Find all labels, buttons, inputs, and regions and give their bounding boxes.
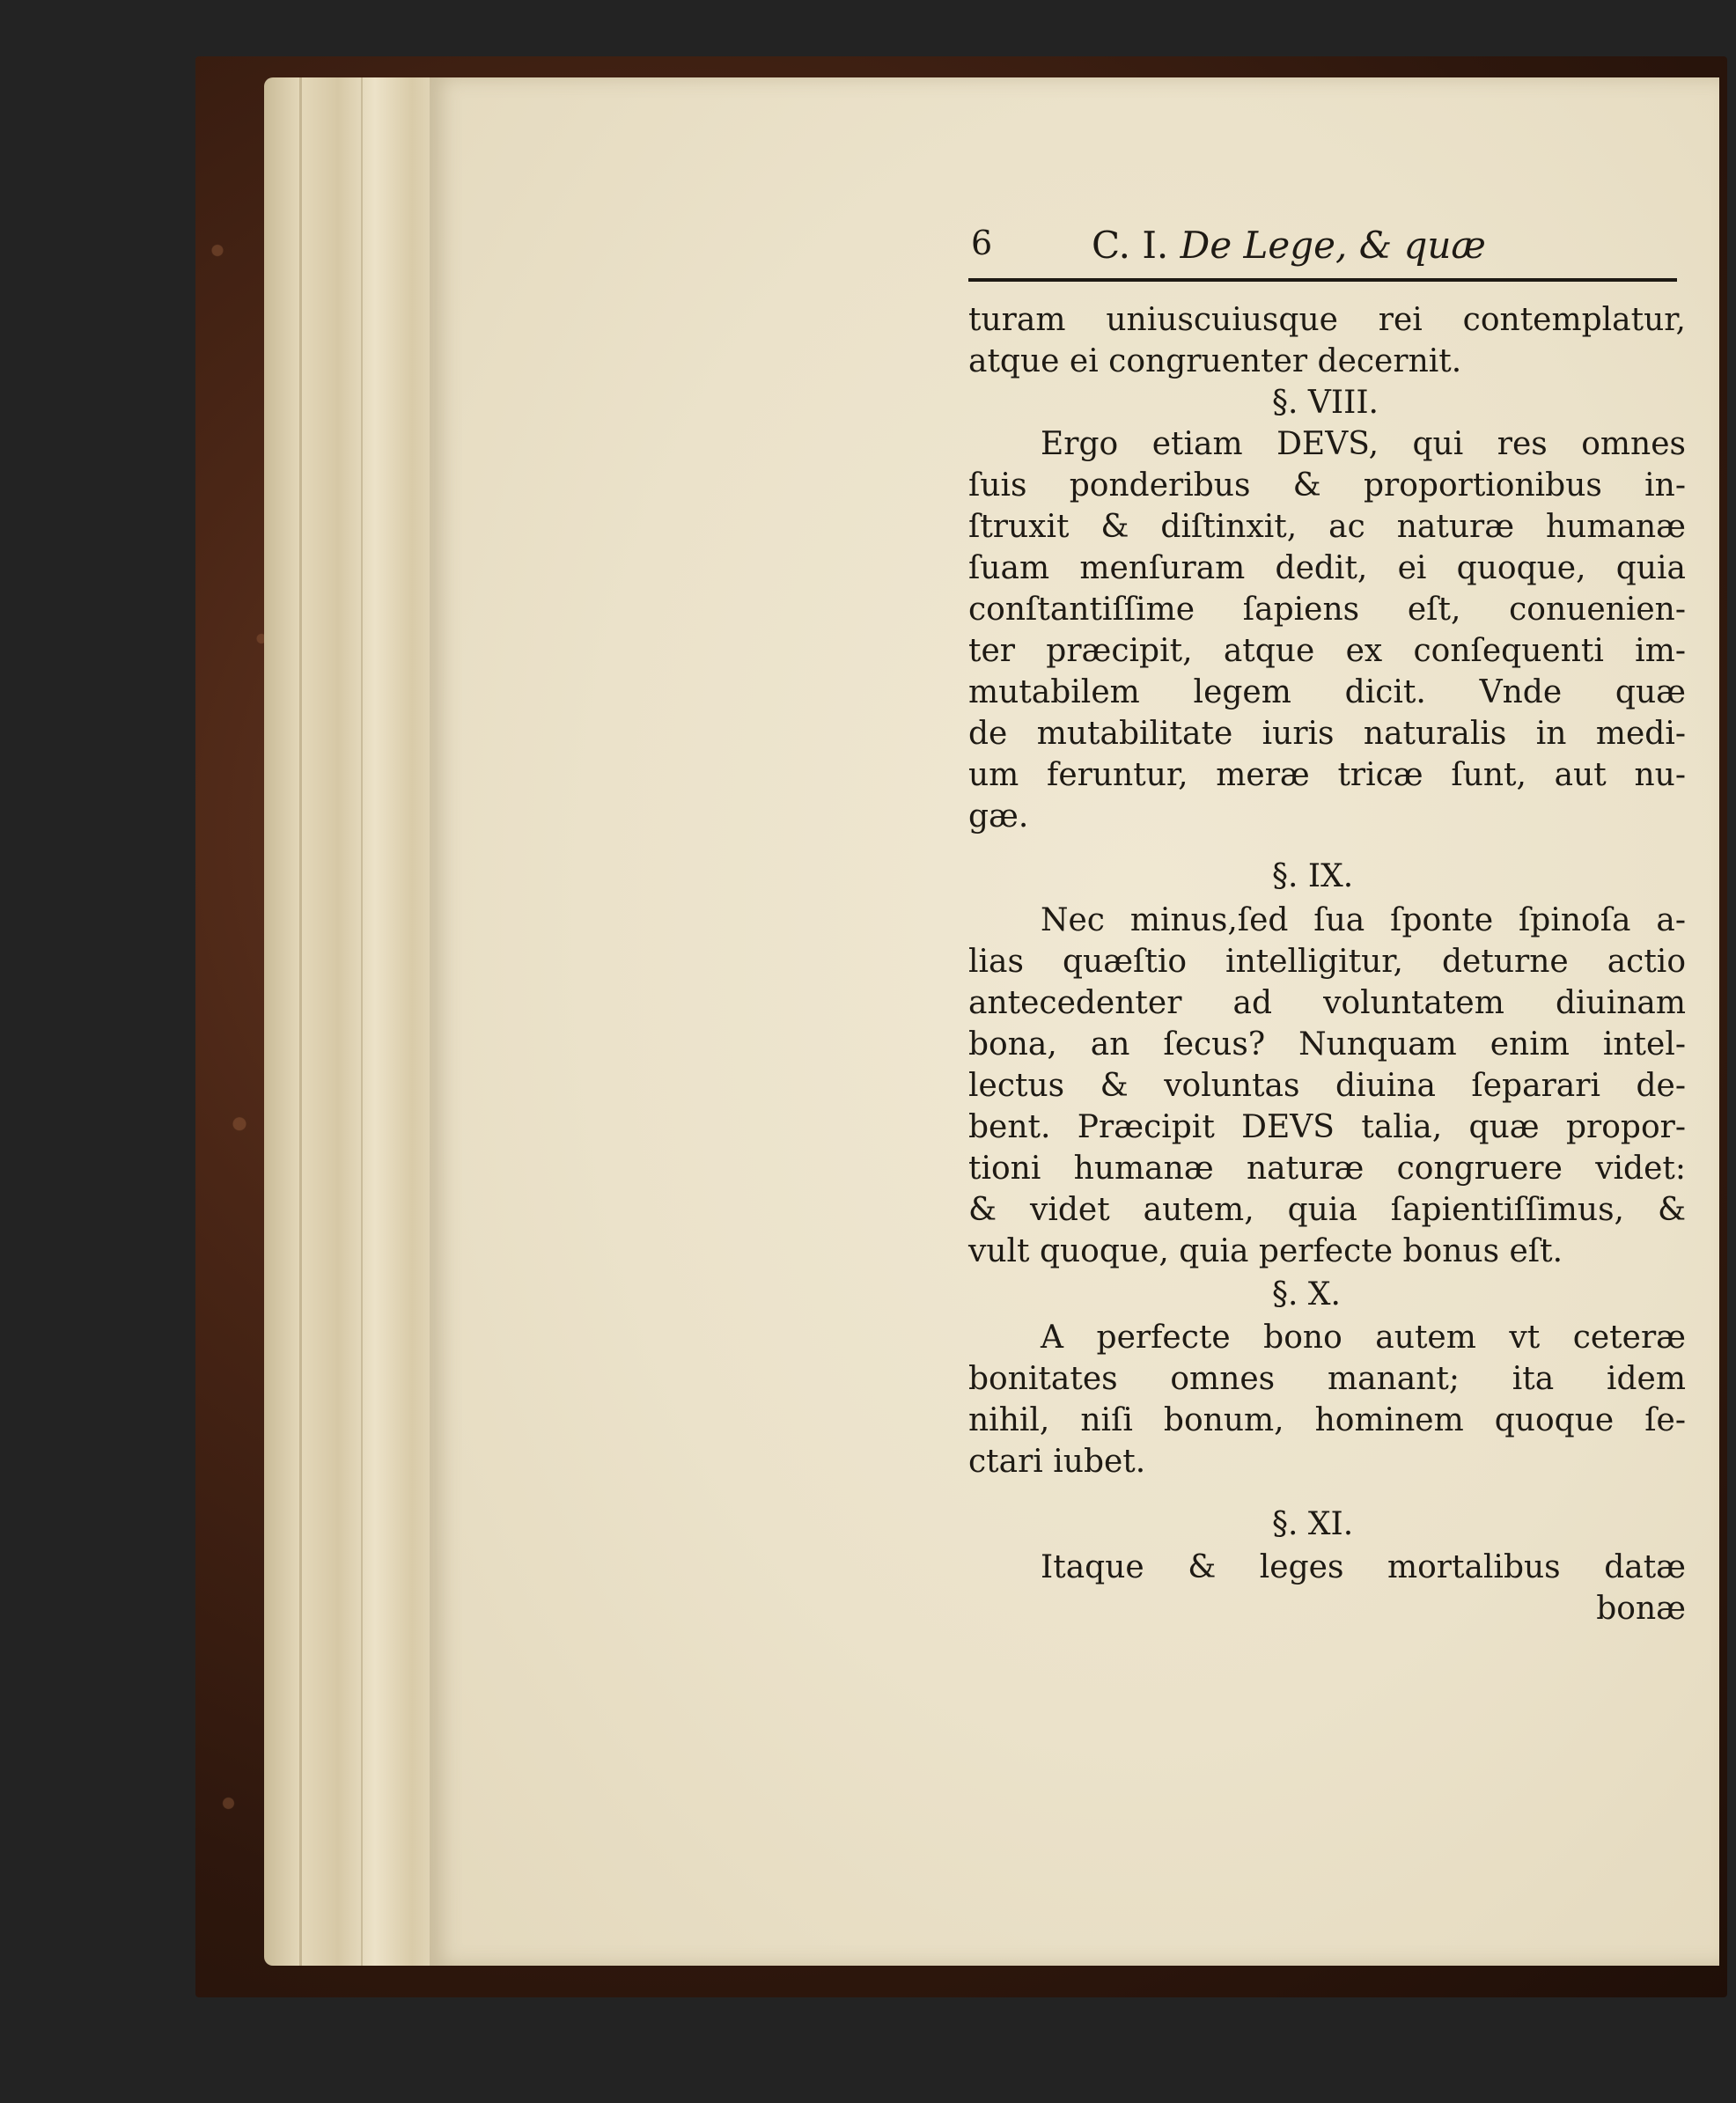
text-line: Itaque & leges mortalibus datæ [1041,1549,1686,1585]
section-heading: §. VIII. [1272,385,1379,421]
text-line: & videt autem, quia ſapientiſſimus, & [968,1192,1686,1228]
text-line: nihil, niſi bonum, hominem quoque ſe- [968,1402,1686,1438]
text-line: ctari iubet. [968,1444,1146,1480]
text-line: mutabilem legem dicit. Vnde quæ [968,674,1686,710]
text-line: ſtruxit & diſtinxit, ac naturæ humanæ [968,509,1686,545]
text-line: turam uniuscuiusque rei contemplatur, [968,302,1686,338]
text-line: de mutabilitate iuris naturalis in medi- [968,716,1686,752]
text-line: bent. Præcipit DEVS talia, quæ propor- [968,1109,1686,1145]
text-line: conſtantiſſime ſapiens eſt, conuenien- [968,592,1686,628]
text-line: ter præcipit, atque ex conſequenti im- [968,633,1686,669]
text-line: bonitates omnes manant; ita idem [968,1361,1686,1397]
header-rule [968,278,1677,282]
catchword: bonæ [1596,1591,1686,1627]
text-line: bona, an ſecus? Nunquam enim intel- [968,1026,1686,1063]
text-line: lectus & voluntas diuina ſeparari de- [968,1068,1686,1104]
running-head-italic: De Lege, & quæ [1180,224,1486,267]
section-heading: §. X. [1272,1276,1341,1313]
running-head-roman: C. I. [1092,224,1181,267]
text-line: Nec minus,ſed ſua ſponte ſpinoſa a- [1041,902,1686,938]
text-line: um feruntur, meræ tricæ ſunt, aut nu- [968,757,1686,793]
text-line: gæ. [968,798,1029,835]
section-heading: §. XI. [1272,1506,1354,1542]
page-edges [264,77,449,1966]
text-line: ſuam menſuram dedit, ei quoque, quia [968,550,1686,586]
text-line: tioni humanæ naturæ congruere videt: [968,1151,1686,1187]
page-number: 6 [971,224,993,262]
text-line: ſuis ponderibus & proportionibus in- [968,467,1686,504]
text-line: atque ei congruenter decernit. [968,343,1462,379]
running-head [1092,224,1486,267]
text-line: vult quoque, quia perfecte bonus eſt. [968,1233,1563,1269]
text-line: lias quæſtio intelligitur, deturne actio [968,944,1686,980]
page-header [968,224,1686,276]
text-line: Ergo etiam DEVS, qui res omnes [1041,426,1686,462]
section-heading: §. IX. [1272,858,1354,894]
text-line: antecedenter ad voluntatem diuinam [968,985,1686,1021]
book-page [430,77,1719,1966]
text-line: A perfecte bono autem vt ceteræ [1041,1320,1686,1356]
